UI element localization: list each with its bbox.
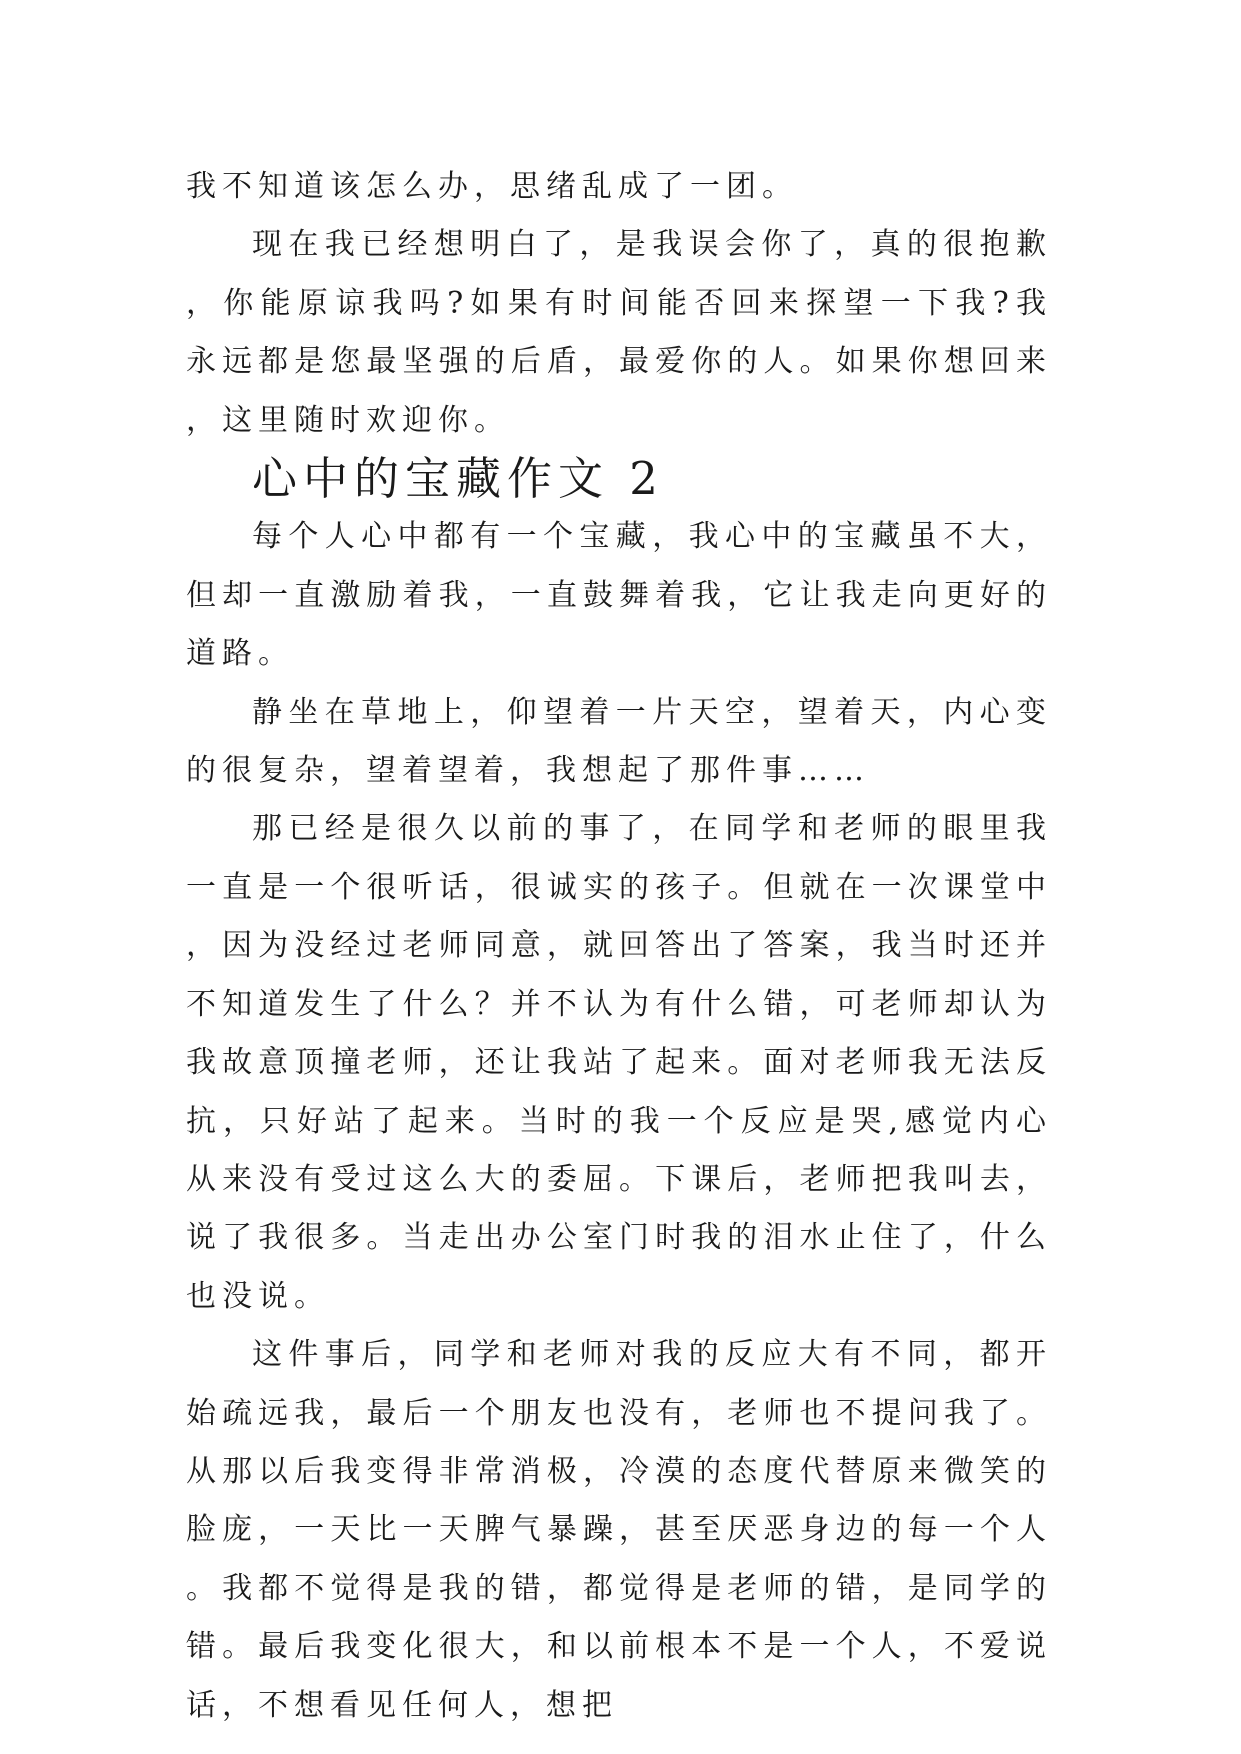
paragraph-5: 那已经是很久以前的事了，在同学和老师的眼里我一直是一个很听话，很诚实的孩子。但就在一次课堂中，因为没经过老师同意，就回答出了答案，我当时还并不知道发生了什么？并不认为有什么错，可老师却认为我故意顶撞老师，还让我站了起来。面对老师我无法反抗，只好站了起来。当时的我一个反应是哭,感觉内心从来没有受过这么大的委屈。下课后，老师把我叫去，说了我很多。当走出办公室门时我的泪水止住了，什么也没说。: [186, 811, 1052, 1314]
body-text: [186, 158, 1052, 1735]
paragraph-1: 我不知道该怎么办，思绪乱成了一团。: [186, 169, 798, 204]
paragraph-6: 这件事后，同学和老师对我的反应大有不同，都开始疏远我，最后一个朋友也没有，老师也不提问我了。从那以后我变得非常消极，冷漠的态度代替原来微笑的脸庞，一天比一天脾气暴躁，甚至厌恶身边的每一个人。我都不觉得是我的错，都觉得是老师的错，是同学的错。最后我变化很大，和以前根本不是一个人，不爱说话，不想看见任何人，想把: [186, 1337, 1052, 1723]
paragraph-2: 现在我已经想明白了，是我误会你了，真的很抱歉，你能原谅我吗?如果有时间能否回来探望一下我?我永远都是您最坚强的后盾，最爱你的人。如果你想回来，这里随时欢迎你。: [186, 227, 1052, 438]
paragraph-4: 静坐在草地上，仰望着一片天空，望着天，内心变的很复杂，望着望着，我想起了那件事……: [186, 694, 1052, 789]
paragraph-3: 每个人心中都有一个宝藏，我心中的宝藏虽不大，但却一直激励着我，一直鼓舞着我，它让我走向更好的道路。: [186, 519, 1052, 672]
essay-title: 心中的宝藏作文 2: [252, 452, 664, 506]
